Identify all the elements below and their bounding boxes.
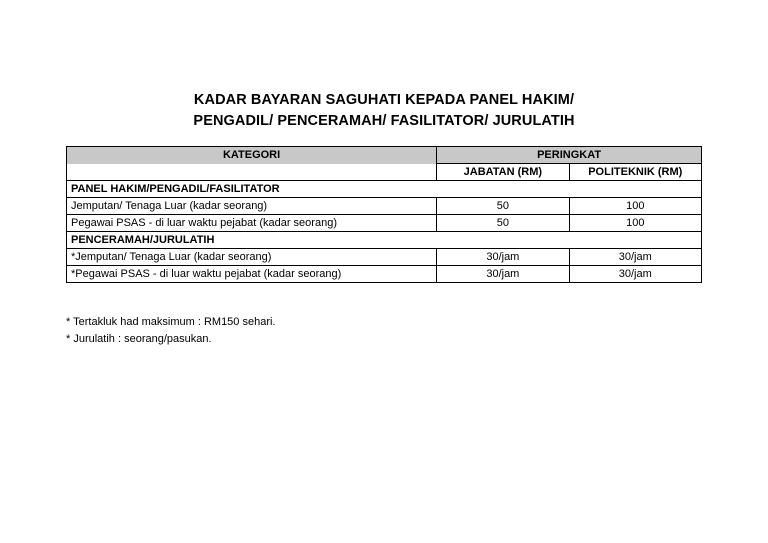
row-politeknik-value: 30/jam <box>569 266 701 283</box>
row-politeknik-value: 30/jam <box>569 249 701 266</box>
header-kategori: KATEGORI <box>67 147 437 164</box>
row-jabatan-value: 50 <box>437 198 569 215</box>
row-jabatan-value: 50 <box>437 215 569 232</box>
footnotes <box>66 314 276 348</box>
rates-table <box>66 146 702 283</box>
table-subheader-row <box>67 164 702 181</box>
table-row <box>67 215 702 232</box>
row-jabatan-value: 30/jam <box>437 266 569 283</box>
row-label: *Jemputan/ Tenaga Luar (kadar seorang) <box>67 249 437 266</box>
table-row <box>67 249 702 266</box>
header-politeknik: POLITEKNIK (RM) <box>569 164 701 181</box>
table-row <box>67 266 702 283</box>
row-jabatan-value: 30/jam <box>437 249 569 266</box>
section-heading-panel: PANEL HAKIM/PENGADIL/FASILITATOR <box>67 181 702 198</box>
row-politeknik-value: 100 <box>569 198 701 215</box>
row-label: *Pegawai PSAS - di luar waktu pejabat (kadar seorang) <box>67 266 437 283</box>
header-peringkat: PERINGKAT <box>437 147 702 164</box>
section-row <box>67 181 702 198</box>
table-row <box>67 198 702 215</box>
header-jabatan: JABATAN (RM) <box>437 164 569 181</box>
footnote-max-limit: * Tertakluk had maksimum : RM150 sehari. <box>66 316 276 328</box>
section-row <box>67 232 702 249</box>
header-blank-cell <box>67 164 437 181</box>
table-header-row <box>67 147 702 164</box>
footnote-jurulatih: * Jurulatih : seorang/pasukan. <box>66 333 212 345</box>
page-title-line-1: KADAR BAYARAN SAGUHATI KEPADA PANEL HAKIM/ <box>193 92 575 108</box>
row-label: Pegawai PSAS - di luar waktu pejabat (kadar seorang) <box>67 215 437 232</box>
page-title-line-2: PENGADIL/ PENCERAMAH/ FASILITATOR/ JURULATIH <box>193 113 575 129</box>
section-heading-penceramah: PENCERAMAH/JURULATIH <box>67 232 702 249</box>
row-label: Jemputan/ Tenaga Luar (kadar seorang) <box>67 198 437 215</box>
row-politeknik-value: 100 <box>569 215 701 232</box>
